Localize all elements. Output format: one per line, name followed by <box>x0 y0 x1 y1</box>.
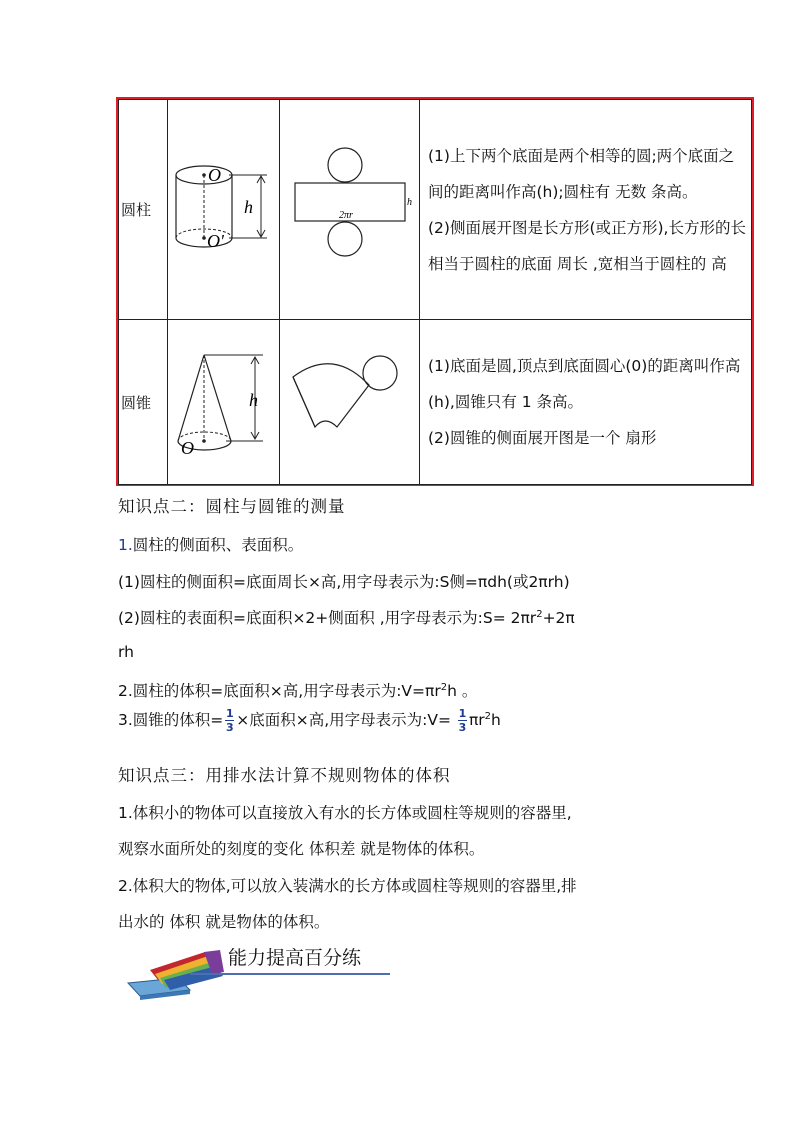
section2-item1a: (1)圆柱的侧面积=底面周长×高,用字母表示为:S侧=πdh(或2πrh) <box>118 573 570 591</box>
item1b-prefix: (2)圆柱的表面积=底面积×2+侧面积 ,用字母表示为:S= 2πr <box>118 609 537 627</box>
cyl-height-label: h <box>243 196 253 217</box>
item1-text: 圆柱的侧面积、表面积。 <box>132 536 304 554</box>
cylinder-figure <box>168 100 280 320</box>
section3-p1b: 观察水面所处的刻度的变化 体积差 就是物体的体积。 <box>118 840 485 858</box>
section3-p2b: 出水的 体积 就是物体的体积。 <box>118 913 330 931</box>
cylinder-net <box>280 100 420 320</box>
net-perimeter-label: 2πr <box>338 209 353 221</box>
item3-mid: ×底面积×高,用字母表示为:V= <box>236 711 456 729</box>
cone-icon <box>171 343 277 461</box>
fraction-one-third-2: $\frac{1}{3}$ <box>458 707 467 734</box>
cyl-top-label: O <box>207 164 221 185</box>
cyl-desc-1: (1)上下两个底面是两个相等的圆;两个底面之间的距离叫作高(h);圆柱有 无数 条高。 <box>428 146 735 201</box>
net-height-label: h <box>406 196 412 208</box>
section3-heading: 知识点三：用排水法计算不规则物体的体积 <box>118 766 451 785</box>
cyl-bottom-label: O' <box>206 230 224 251</box>
cone-height-label: h <box>248 390 258 410</box>
item2-sup: 2 <box>440 681 448 693</box>
section2-heading: 知识点二：圆柱与圆锥的测量 <box>118 497 346 516</box>
table-row-cone <box>119 320 752 485</box>
cylinder-net-icon <box>285 145 415 275</box>
cone-net-icon <box>285 347 415 457</box>
item3-prefix: 3.圆锥的体积= <box>118 711 224 729</box>
section2-item1b-cont: rh <box>118 643 134 661</box>
shapes-table <box>116 97 754 486</box>
section2-item3 <box>118 708 501 733</box>
item3-sup: 2 <box>484 710 492 722</box>
fraction-one-third: $\frac{1}{3}$ <box>225 707 234 734</box>
banner-title: 能力提高百分练 <box>228 947 362 969</box>
item3-suffix-b: h <box>491 711 501 729</box>
cone-net <box>280 320 420 485</box>
section2-item1b <box>118 606 575 628</box>
item1b-suffix: +2π <box>542 609 575 627</box>
cylinder-description <box>420 100 752 320</box>
cone-desc-1: (1)底面是圆,顶点到底面圆心(0)的距离叫作高(h),圆锥只有 1 条高。 <box>428 357 741 411</box>
section3-p1a: 1.体积小的物体可以直接放入有水的长方体或圆柱等规则的容器里, <box>118 804 572 822</box>
item2-prefix: 2.圆柱的体积=底面积×高,用字母表示为:V=πr <box>118 682 441 700</box>
banner-underline <box>190 973 390 975</box>
cyl-desc-2: (2)侧面展开图是长方形(或正方形),长方形的长相当于圆柱的底面 周长 ,宽相当于圆柱的 高 <box>428 218 746 273</box>
row-name: 圆柱 <box>119 100 168 320</box>
item2-suffix: h 。 <box>447 682 478 700</box>
table-row-cylinder <box>119 100 752 320</box>
cone-desc-2: (2)圆锥的侧面展开图是一个 扇形 <box>428 429 657 447</box>
cylinder-icon <box>171 155 277 265</box>
cone-figure <box>168 320 280 485</box>
section2-item2 <box>118 679 477 701</box>
cone-bottom-label: O <box>180 438 194 458</box>
section2-item1: 1.圆柱的侧面积、表面积。 <box>118 536 304 554</box>
item1b-sup: 2 <box>536 608 543 620</box>
cone-description <box>420 320 752 485</box>
row-name: 圆锥 <box>119 320 168 485</box>
item3-suffix-a: πr <box>468 711 485 729</box>
section3-p2a: 2.体积大的物体,可以放入装满水的长方体或圆柱等规则的容器里,排 <box>118 877 577 895</box>
